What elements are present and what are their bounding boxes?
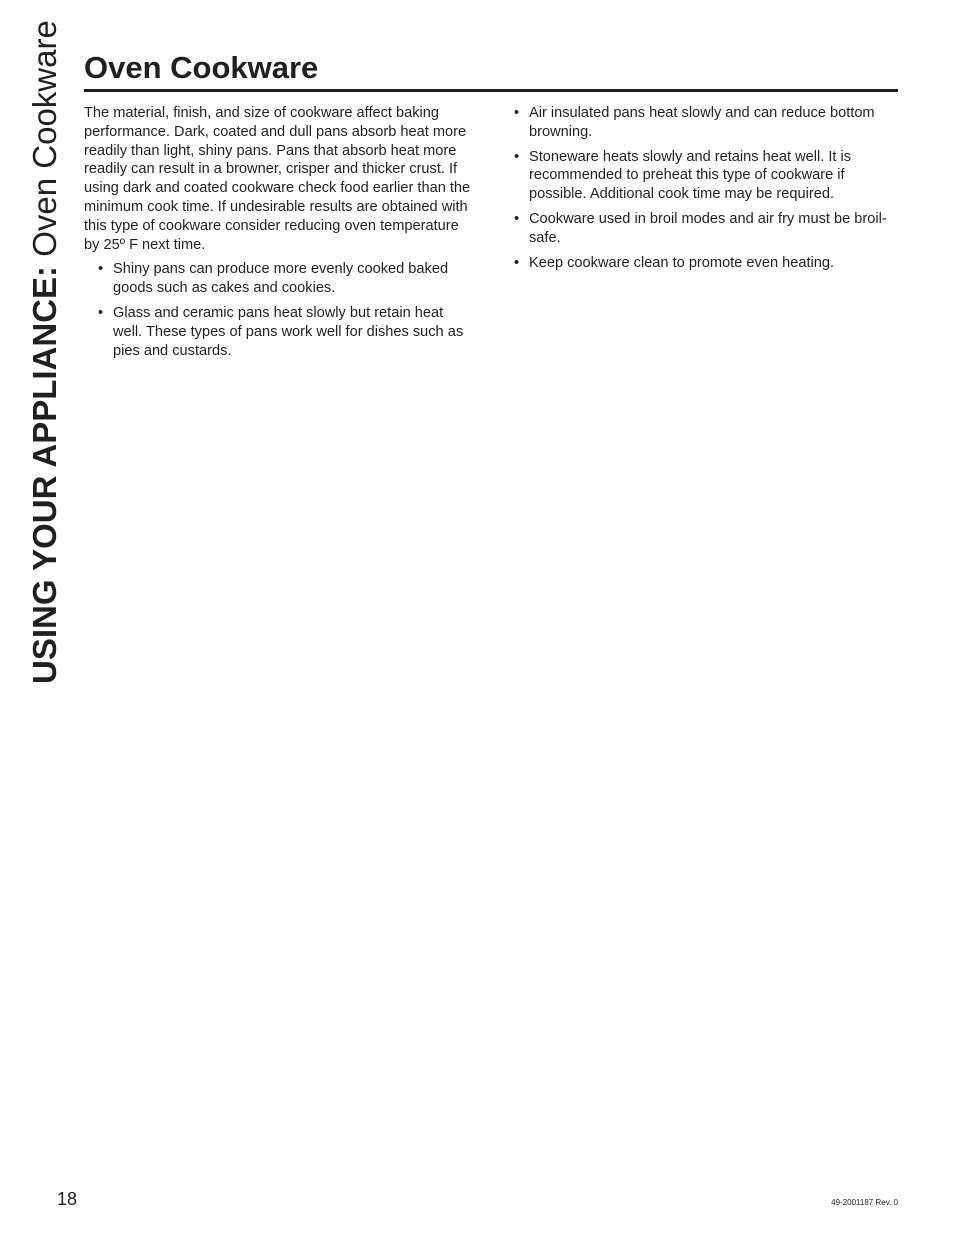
list-item-text: Glass and ceramic pans heat slowly but retain heat well. These types of pans work well for dishes such as pies and custards. bbox=[113, 304, 464, 359]
list-item-text: Cookware used in broil modes and air fry must be broil-safe. bbox=[529, 210, 887, 246]
left-column bbox=[84, 104, 476, 366]
list-item-text: Shiny pans can produce more evenly cooked baked goods such as cakes and cookies. bbox=[113, 261, 449, 297]
list-item bbox=[514, 104, 898, 142]
bullet-icon: • bbox=[514, 148, 520, 165]
right-column bbox=[514, 104, 898, 278]
list-item-text: Keep cookware clean to promote even heating. bbox=[529, 254, 835, 271]
list-item bbox=[514, 254, 898, 273]
page-title: Oven Cookware bbox=[84, 50, 319, 85]
intro-paragraph: The material, finish, and size of cookware affect baking performance. Dark, coated and dull pans absorb heat more readily than light, shiny pans. Pans that absorb heat more readily can result in a browner, crisper and thicker crust. If using dark and coated cookware check food earlier than the minimum cook time. If undesirable results are obtained with this type of cookware consider reducing oven temperature by 25º F next time. bbox=[84, 105, 471, 253]
list-item-text: Stoneware heats slowly and retains heat well. It is recommended to preheat this type of cookware if possible. Additional cook time may be required. bbox=[529, 148, 852, 203]
bullet-icon: • bbox=[514, 254, 520, 271]
list-item bbox=[514, 148, 898, 204]
bullet-icon: • bbox=[514, 105, 520, 121]
section-topic: Oven Cookware bbox=[26, 20, 63, 266]
bullet-icon: • bbox=[98, 261, 104, 278]
page-number: 18 bbox=[57, 1189, 78, 1209]
right-bullet-list bbox=[514, 104, 898, 272]
list-item-text: Air insulated pans heat slowly and can reduce bottom browning. bbox=[529, 105, 875, 140]
document-code: 49-2001187 Rev. 0 bbox=[831, 1198, 898, 1207]
list-item bbox=[98, 260, 476, 298]
left-bullet-list bbox=[98, 260, 476, 360]
bullet-icon: • bbox=[514, 210, 520, 227]
section-name: USING YOUR APPLIANCE: bbox=[26, 265, 63, 684]
list-item bbox=[514, 210, 898, 248]
bullet-icon: • bbox=[98, 304, 104, 321]
title-divider bbox=[84, 89, 898, 92]
section-side-tab bbox=[28, 20, 61, 684]
list-item bbox=[98, 304, 476, 360]
